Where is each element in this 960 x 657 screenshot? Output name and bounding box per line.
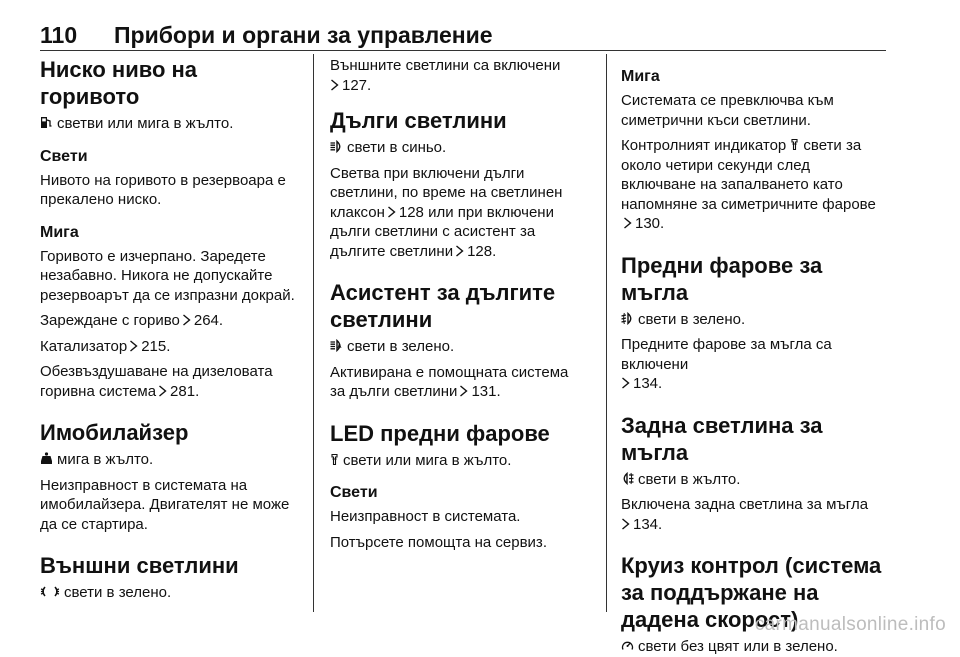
front-fog-text: Предните фарове за мъгла са включени 134. [621,336,832,392]
page-number: 110 [40,22,78,48]
svg-text:A: A [337,344,342,350]
lit-text: Нивото на горивото в резервоара е прекалено ниско. [40,171,286,208]
column-divider [313,54,314,612]
column-divider [606,54,607,612]
page-reference-arrow-icon [387,206,396,218]
cruise-control-icon [621,639,634,652]
column-2 [330,56,585,612]
section-title: Ниско ниво на горивото [40,57,198,109]
front-fog-icon [621,312,634,325]
exterior-lights-icon [40,585,60,598]
immobiliser-text: Неизправност в системата на имобилайзера. Двигателят не може да се стартира. [40,476,290,533]
section-title: LED предни фарове [330,420,550,446]
page-reference-arrow-icon [182,314,191,326]
section-front-fog: Предни фарове за мъгла свети в зелено. Предните фарове за мъгла са включени 134. [621,252,886,394]
section-title: Външни светлини [40,553,239,578]
rear-fog-text: Включена задна светлина за мъгла 134. [621,496,869,533]
section-exterior-lights: Външни светлини свети в зелено. [40,552,302,603]
section-cruise-control: Круиз контрол (система за поддържане на дадена скорост) свети без цвят или в зелено. [621,552,886,657]
page-reference-arrow-icon [129,340,138,352]
exterior-lights-ref[interactable]: Външните светлини са включени 127. [330,57,561,94]
section-title: Задна светлина за мъгла [621,412,823,465]
page-reference-arrow-icon [621,377,630,389]
section-high-beam: Дълги светлини свети в синьо. Светва при включени дълги светлини, по време на светлинен клаксон 128 или при включени дълги светлини с асистент за дългите светлини 128. [330,107,585,261]
page-title: Прибори и органи за управление [114,22,493,48]
page-reference-arrow-icon [158,385,167,397]
blink-heading: Мига [621,68,660,85]
high-beam-assist-icon [330,339,343,352]
fuel-pump-icon [40,116,53,129]
section-title: Дълги светлини [330,108,507,133]
section-title: Предни фарове за мъгла [621,252,823,305]
service-text: Потърсете помощта на сервиз. [330,533,547,551]
page-reference-arrow-icon [621,518,630,530]
page-reference-arrow-icon [455,245,464,257]
section-title: Асистент за дългите светлини [330,280,556,332]
section-title: Круиз контрол (система за поддържане на дадена скорост) [621,553,882,632]
column-1 [40,56,302,612]
indicator-text: Контролният индикатор свети за около четири секунди след включване на запалването като напомняне за симетричните фарове 130. [621,137,876,232]
section-rear-fog: Задна светлина за мъгла свети в жълто. Включена задна светлина за мъгла 134. [621,412,886,535]
high-beam-text: Светва при включени дълги светлини, по време на светлинен клаксон 128 или при включени дълги светлини с асистент за дългите светлини 128. [330,164,563,260]
refuel-ref[interactable]: Зареждане с гориво 264. [40,312,224,329]
blink-heading: Мига [40,223,79,241]
rear-fog-icon [621,472,634,485]
led-headlight-icon [790,138,799,151]
high-beam-assist-text: Активирана е помощната система за дълги светлини 131. [330,363,569,400]
high-beam-icon [330,140,343,153]
catalyst-ref[interactable]: Катализатор 215. [40,337,171,355]
lit-heading: Свети [330,484,378,501]
page-reference-arrow-icon [459,385,468,397]
lit-text: Неизправност в системата. [330,508,521,525]
page-header [40,14,886,51]
section-high-beam-assist: Асистент за дългите светлини A свети в зелено. Активирана е помощната система за дълги светлини 131. [330,279,585,402]
blink-text: Горивото е изчерпано. Заредете незабавно. Никога не допускайте резервоарът да се изпразни докрай. [40,247,295,304]
section-led-headlights: LED предни фарове свети или мига в жълто. Свети Неизправност в системата. Потърсете помощта на сервиз. [330,420,585,553]
car-key-icon [40,452,53,465]
bleed-ref[interactable]: Обезвъздушаване на дизеловата горивна система 281. [40,363,273,400]
section-led-blink [621,66,886,234]
section-low-fuel: Ниско ниво на горивото светви или мига в жълто. Свети Нивото на горивото в резервоара е прекалено ниско. Мига Горивото е изчерпано. Заредете незабавно. Никога не допускайте резервоарът да се изпразни докрай. Зареждане с гориво 264. Катализатор 215. Обезвъздушаване на дизеловата горивна система 281. [40,56,302,401]
led-headlight-icon [330,453,339,466]
section-immobiliser: Имобилайзер мига в жълто. Неизправност в системата на имобилайзера. Двигателят не може да се стартира. [40,419,302,534]
section-title: Имобилайзер [40,420,189,445]
page-reference-arrow-icon [330,79,339,91]
watermark: carmanualsonline.info [754,614,946,635]
lit-heading: Свети [40,147,88,165]
blink-text: Системата се превключва към симетрични къси светлини. [621,92,834,129]
page-reference-arrow-icon [623,217,632,229]
